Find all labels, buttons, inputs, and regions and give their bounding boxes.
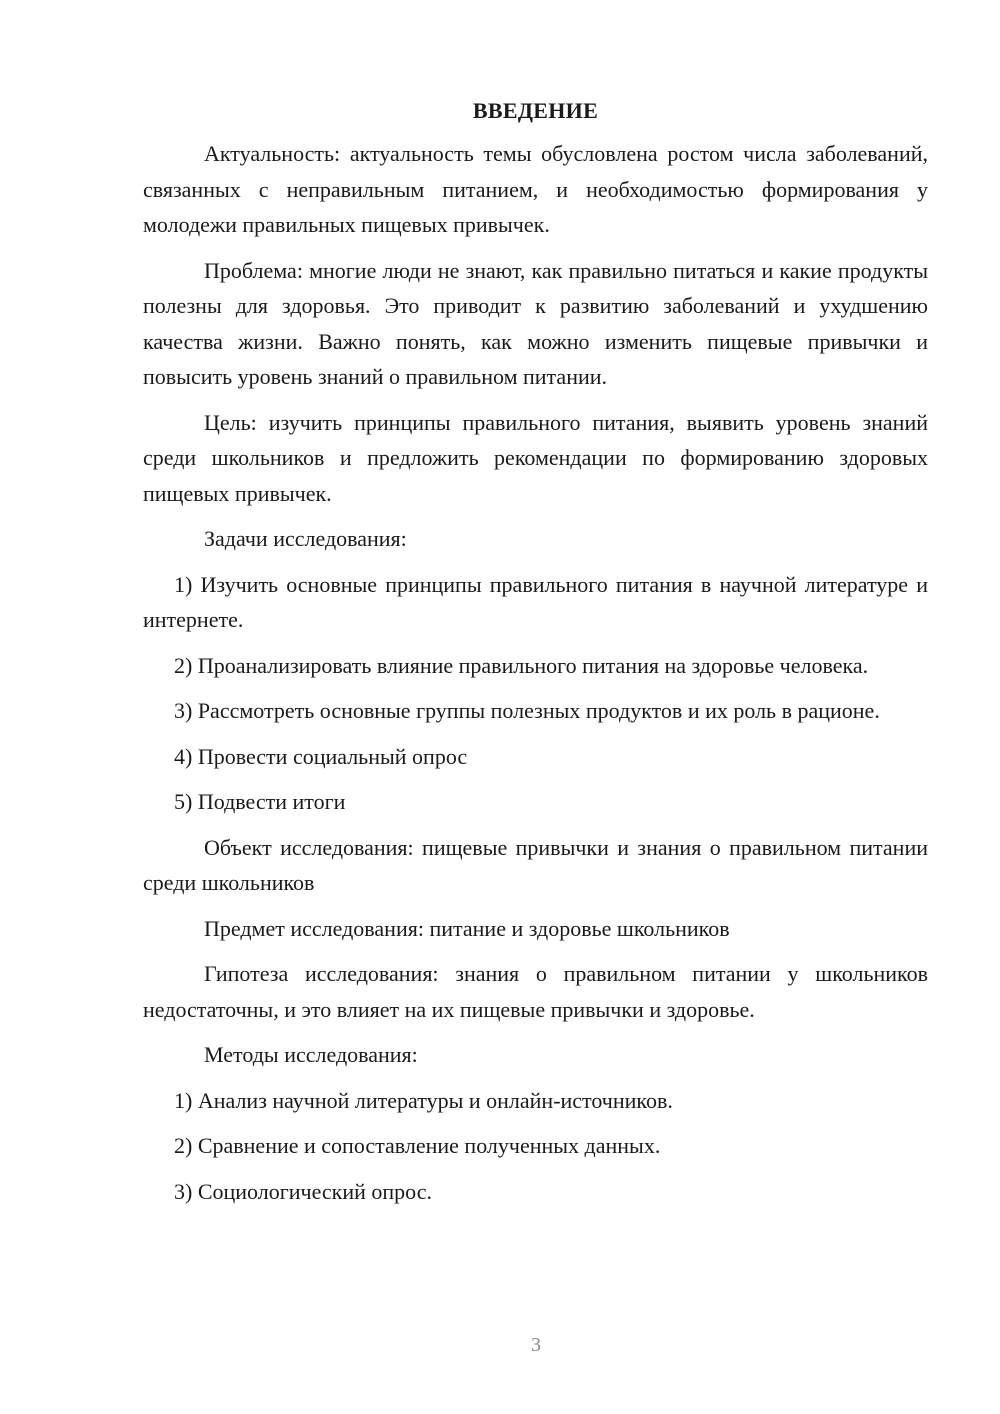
task-item-4: 4) Провести социальный опрос [174,743,468,769]
section-title: ВВЕДЕНИЕ [472,98,599,123]
methods-heading: Методы исследования: [204,1042,418,1067]
method-item-3: 3) Социологический опрос. [174,1178,432,1204]
hypothesis-paragraph: Гипотеза исследования: знания о правильном питании у школьников недостаточны, и это влияет на их пищевые привычки и здоровье. [143,961,928,1022]
page-number: 3 [531,1334,541,1356]
method-item-1: 1) Анализ научной литературы и онлайн-источников. [174,1087,673,1113]
task-item-1: 1) Изучить основные принципы правильного питания в научной литературе и интернете. [143,571,928,632]
subject-paragraph: Предмет исследования: питание и здоровье школьников [204,915,730,941]
task-item-5: 5) Подвести итоги [174,789,346,814]
method-item-2: 2) Сравнение и сопоставление полученных данных. [174,1133,661,1158]
object-paragraph: Объект исследования: пищевые привычки и знания о правильном питании среди школьников [143,834,928,895]
problem-paragraph: Проблема: многие люди не знают, как правильно питаться и какие продукты полезны для здоровья. Это приводит к развитию заболеваний и ухудшению качества жизни. Важно понять, как можно изменить пищевые привычки и повысить уровень знаний о правильном питании. [143,257,928,389]
task-item-2: 2) Проанализировать влияние правильного питания на здоровье человека. [174,652,869,678]
page-content [143,96,928,1219]
tasks-heading: Задачи исследования: [204,526,407,551]
relevance-paragraph: Актуальность: актуальность темы обусловлена ростом числа заболеваний, связанных с неправильным питанием, и необходимостью формирования у молодежи правильных пищевых привычек. [143,141,928,237]
goal-paragraph: Цель: изучить принципы правильного питания, выявить уровень знаний среди школьников и предложить рекомендации по формированию здоровых пищевых привычек. [143,409,928,506]
task-item-3: 3) Рассмотреть основные группы полезных продуктов и их роль в рационе. [174,698,880,723]
